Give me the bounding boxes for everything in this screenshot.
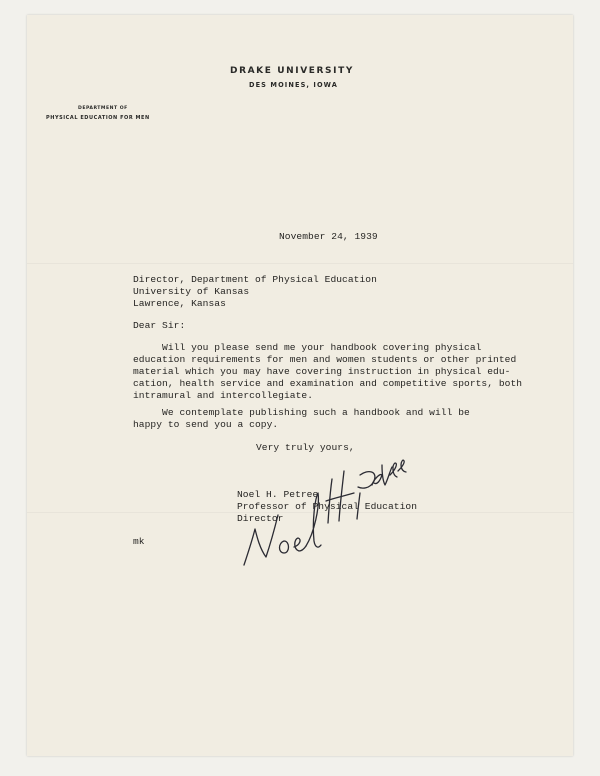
recipient-line: Lawrence, Kansas	[133, 298, 226, 309]
recipient-line: University of Kansas	[133, 286, 250, 297]
salutation: Dear Sir:	[133, 320, 186, 331]
signer-title: Director	[237, 513, 284, 524]
body-line: We contemplate publishing such a handbook and will be	[133, 407, 470, 418]
paper-fold-line	[27, 263, 573, 264]
signer-title: Professor of Physical Education	[237, 501, 418, 512]
department-label-line2: PHYSICAL EDUCATION FOR MEN	[46, 115, 150, 121]
letter-date: November 24, 1939	[279, 231, 378, 242]
letterhead-institution: DRAKE UNIVERSITY	[230, 66, 354, 76]
handwritten-signature	[222, 441, 412, 571]
body-line: material which you may have covering instruction in physical edu-	[133, 366, 511, 377]
body-line: education requirements for men and women students or other printed	[133, 354, 517, 365]
signer-name: Noel H. Petree	[237, 489, 319, 500]
body-line: cation, health service and examination and competitive sports, both	[133, 378, 523, 389]
complimentary-close: Very truly yours,	[256, 442, 355, 453]
body-line: happy to send you a copy.	[133, 419, 279, 430]
recipient-line: Director, Department of Physical Education	[133, 274, 377, 285]
letter-page	[27, 15, 573, 756]
body-line: intramural and intercollegiate.	[133, 390, 314, 401]
typist-initials: mk	[133, 536, 145, 547]
letterhead-location: DES MOINES, IOWA	[249, 81, 338, 89]
body-line: Will you please send me your handbook covering physical	[133, 342, 482, 353]
department-label-line1: DEPARTMENT OF	[78, 106, 128, 111]
